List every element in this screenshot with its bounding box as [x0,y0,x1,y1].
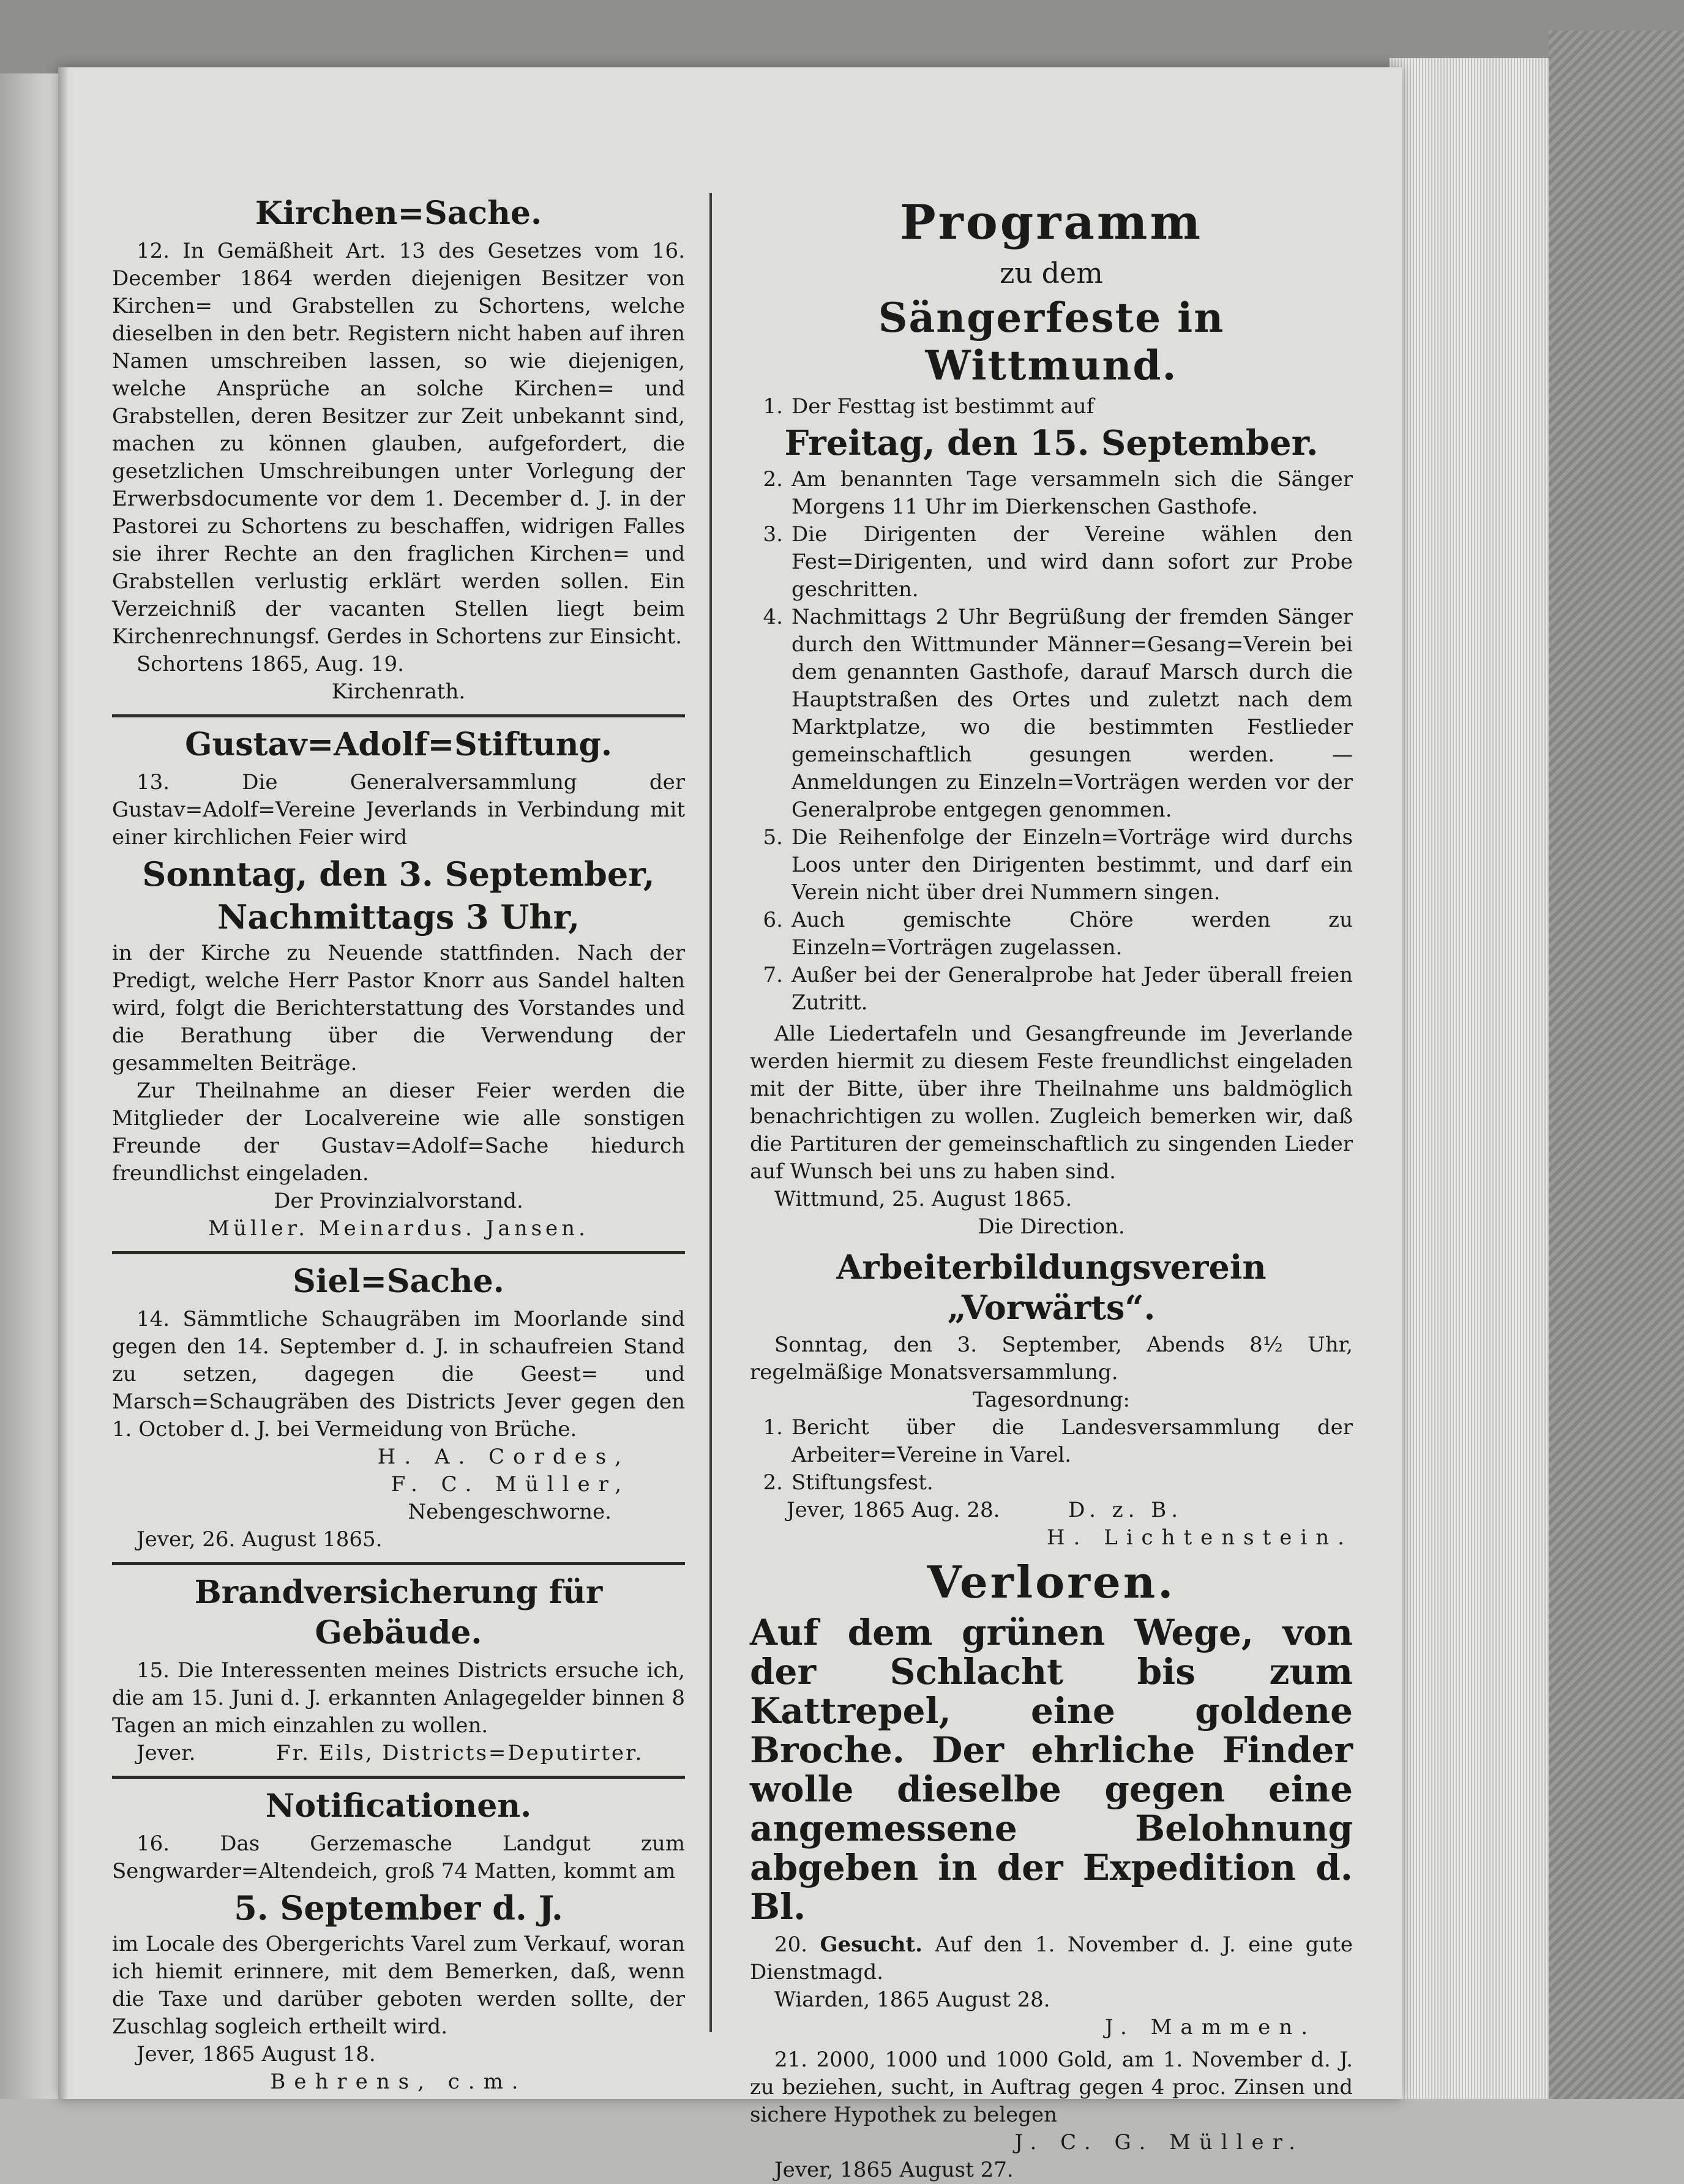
verloren-title: Verloren. [927,1556,1176,1608]
gold-place-date: Jever, 1865 August 27. [774,2158,1014,2182]
programm-item [750,907,1353,962]
programm-event: Sängerfeste in Wittmund. [878,294,1225,389]
programm-date: Freitag, den 15. September. [784,423,1319,463]
rule [112,714,685,717]
item-number: 5. [763,825,783,850]
programm-signature: Die Direction. [978,1214,1125,1239]
notif-signature: Behrens, c.m. [270,2070,527,2094]
rule [112,1251,685,1254]
item-text: Außer bei der Generalprobe hat Jeder überall freien Zutritt. [791,963,1353,1015]
gustav-body-2: Zur Theilnahme an dieser Feier werden die Mitglieder der Localvereine wie alle sonstigen Freunde der Gustav=Adolf=Sache hiedurch freundlichst eingeladen. [112,1079,685,1186]
notif-intro: 16. Das Gerzemasche Landgut zum Sengwarder=Altendeich, groß 74 Matten, kommt am [112,1831,685,1883]
gesucht-number: 20. [774,1932,808,1957]
item-text: Die Dirigenten der Vereine wählen den Fest=Dirigenten, und wird dann sofort zur Probe geschritten. [791,522,1353,602]
gustav-date-2: Nachmittags 3 Uhr, [217,897,580,937]
item-text: Die Reihenfolge der Einzeln=Vorträge wird durchs Loos unter den Dirigenten bestimmt, und darf ein Verein nicht über drei Nummern singen. [791,825,1353,905]
gustav-intro: 13. Die Generalversammlung der Gustav=Adolf=Vereine Jeverlands in Verbindung mit einer kirchlichen Feier wird [112,770,685,850]
siel-title: Siel=Sache. [293,1263,504,1300]
siel-body: 14. Sämmtliche Schaugräben im Moorlande sind gegen den 14. September d. J. in schaufreien Stand zu setzen, dagegen die Geest= und Marsch=Schaugräben des Districts Jever gegen den 1. October d. J. bei Vermeidung von Brüche. [112,1307,685,1442]
brand-signature: Fr. Eils, Districts=Deputirter. [276,1741,644,1765]
verein-agenda-title: Tagesordnung: [972,1388,1131,1412]
item-number: 1. [763,1415,783,1440]
verein-signature: H. Lichtenstein. [1046,1525,1353,1550]
gesucht-line [750,1931,1353,1986]
kirchen-body: 12. In Gemäßheit Art. 13 des Gesetzes vom 16. December 1864 werden diejenigen Besitzer von Kirchen= und Grabstellen zu Schortens, welche dieselben in den betr. Registern nicht haben auf ihren Namen umschreiben lassen, so wie diejenigen, welche Ansprüche an solche Kirchen= und Grabstellen, deren Besitzer zur Zeit unbekannt sind, machen zu können glauben, aufgefordert, die gesetzlichen Umschreibungen unter Vorlegung der Erwerbsdocumente vor dem 1. December d. J. in der Pastorei zu Schortens zu beschaffen, widrigen Falles sie ihrer Rechte an den fraglichen Kirchen= und Grabstellen verlustig erklärt werden sollen. Ein Verzeichniß der vacanten Stellen liegt beim Kirchenrechnungsf. Gerdes in Schortens zur Einsicht. [112,239,685,649]
verein-place-date: Jever, 1865 Aug. 28. [787,1498,1000,1522]
page-edges [1390,58,1549,2099]
item-number: 6. [763,908,783,932]
gustav-signature: Der Provinzialvorstand. [274,1189,523,1213]
gustav-title: Gustav=Adolf=Stiftung. [185,726,612,763]
notif-date: 5. September d. J. [234,1888,563,1928]
siel-sig-1: H. A. Cordes, [377,1445,630,1469]
verein-title: Arbeiterbildungsverein „Vorwärts“. [836,1247,1267,1327]
item-text: Stiftungsfest. [791,1470,934,1495]
programm-sub: zu dem [1000,256,1103,290]
item-number: 1. [763,394,783,419]
item-number: 2. [763,467,783,492]
notif-body: im Locale des Obergerichts Varel zum Verkauf, woran ich hiemit erinnere, mit dem Bemerken, daß, wenn die Taxe und darüber geboten werden sollte, der Zuschlag sogleich ertheilt wird. [112,1932,685,2039]
rule [112,1776,685,1779]
programm-title: Programm [899,195,1203,250]
verein-agenda-item [750,1469,1353,1497]
right-column [750,190,1353,2184]
programm-item [750,521,1353,604]
item-number: 7. [763,963,783,987]
left-page-strip [0,73,58,2099]
gesucht-label: Gesucht. [820,1932,922,1957]
kirchen-signature: Kirchenrath. [331,679,466,704]
item-text: Auch gemischte Chöre werden zu Einzeln=Vorträgen zugelassen. [791,908,1353,960]
verloren-body: Auf dem grünen Wege, von der Schlacht bis zum Kattrepel, eine goldene Broche. Der ehrliche Finder wolle dieselbe gegen eine angemessene Belohnung abgeben in der Expedition d. Bl. [750,1612,1353,1928]
item-text: Der Festtag ist bestimmt auf [791,394,1095,419]
item-number: 2. [763,1470,783,1495]
column-divider [709,193,712,2032]
verein-body: Sonntag, den 3. September, Abends 8½ Uhr, regelmäßige Monatsversammlung. [750,1333,1353,1385]
item-text: Bericht über die Landesversammlung der Arbeiter=Vereine in Varel. [791,1415,1353,1467]
brand-body: 15. Die Interessenten meines Districts ersuche ich, die am 15. Juni d. J. erkannten Anlagegelder binnen 8 Tagen an mich einzahlen zu wollen. [112,1658,685,1738]
item-number: 4. [763,605,783,629]
gustav-names: Müller. Meinardus. Jansen. [208,1216,589,1241]
verein-sign-line [750,1497,1353,1524]
brand-title: Brandversicherung für Gebäude. [194,1574,603,1651]
gustav-date-1: Sonntag, den 3. September, [142,855,655,894]
gesucht-place-date: Wiarden, 1865 August 28. [774,1988,1050,2012]
verein-org: D. z. B. [1068,1498,1183,1522]
programm-closing: Alle Liedertafeln und Gesangfreunde im Jeverlande werden hiermit zu diesem Feste freundlichst eingeladen mit der Bitte, über ihre Theilnahme uns baldmöglich benachrichtigen zu wollen. Zugleich bemerken wir, daß die Partituren der gemeinschaftlich zu singenden Lieder auf Wunsch bei uns zu haben sind. [750,1022,1353,1184]
gesucht-body: Auf den 1. November d. J. eine gute Dienstmagd. [750,1932,1353,1984]
item-text: Nachmittags 2 Uhr Begrüßung der fremden Sänger durch den Wittmunder Männer=Gesang=Verein bei dem genannten Gasthofe, darauf Marsch durch die Hauptstraßen des Ortes und zuletzt nach dem Marktplatze, wo die bestimmten Festlieder gemeinschaftlich gesungen werden. — Anmeldungen zu Einzeln=Vorträgen werden vor der Generalprobe entgegen genommen. [791,605,1353,822]
kirchen-place-date: Schortens 1865, Aug. 19. [137,652,404,676]
programm-item [750,962,1353,1017]
item-text: Am benannten Tage versammeln sich die Sänger Morgens 11 Uhr im Dierkenschen Gasthofe. [791,467,1353,519]
book-cover-board [1549,31,1684,2099]
newspaper-page [58,67,1402,2182]
verein-agenda-item [750,1414,1353,1469]
gold-body: 21. 2000, 1000 und 1000 Gold, am 1. November d. J. zu beziehen, sucht, in Auftrag gegen 4 proc. Zinsen und sichere Hypothek zu belegen [750,2048,1353,2127]
gutter-shadow [58,67,69,2099]
siel-sig-2: F. C. Müller, [391,1472,630,1497]
gesucht-signature: J. Mammen. [1105,2015,1316,2040]
kirchen-title: Kirchen=Sache. [255,195,542,232]
notif-title: Notificationen. [265,1787,532,1825]
brand-place: Jever. [137,1741,196,1765]
item-number: 3. [763,522,783,547]
programm-item [750,604,1353,824]
notif-place-date: Jever, 1865 August 18. [137,2042,376,2066]
gold-signature: J. C. G. Müller. [1014,2130,1304,2155]
programm-item [750,824,1353,907]
siel-place-date: Jever, 26. August 1865. [137,1527,383,1552]
programm-place-date: Wittmund, 25. August 1865. [774,1187,1072,1211]
rule [112,1562,685,1565]
programm-item-1 [750,393,1353,421]
gustav-body: in der Kirche zu Neuende stattfinden. Nach der Predigt, welche Herr Pastor Knorr aus Sandel halten wird, folgt die Berichterstattung des Vorstandes und die Berathung über die Verwendung der gesammelten Beiträge. [112,941,685,1075]
left-column [112,190,685,2096]
programm-item [750,466,1353,521]
brand-sign-line [112,1740,685,1767]
siel-sig-3: Nebengeschworne. [408,1500,612,1524]
